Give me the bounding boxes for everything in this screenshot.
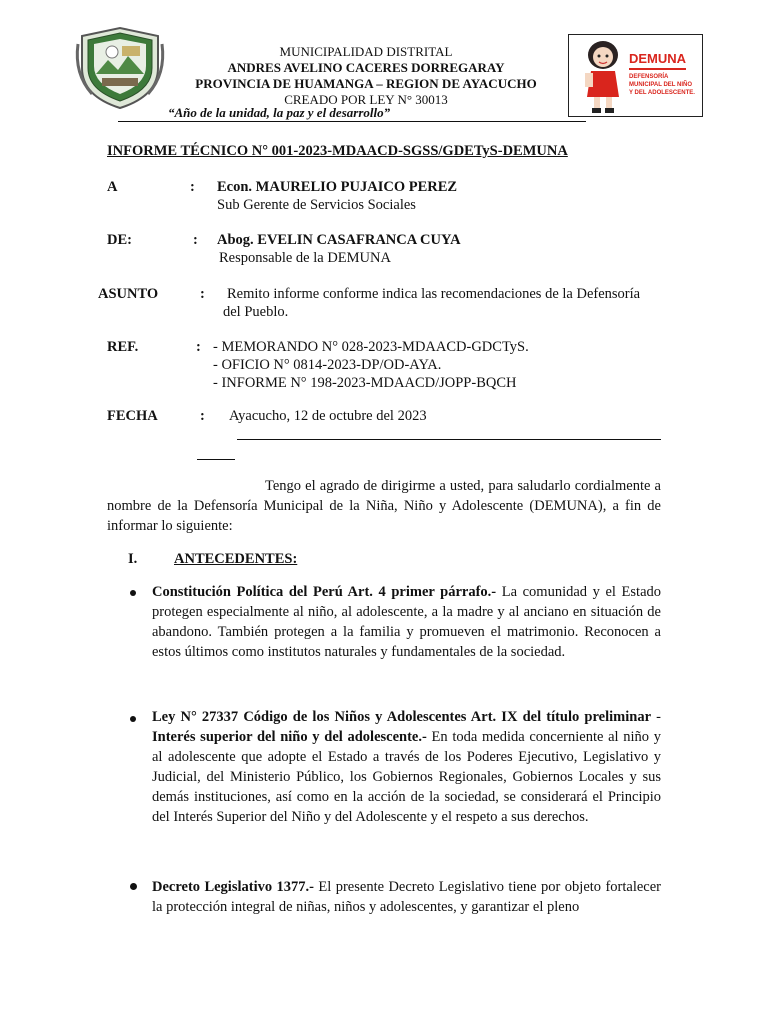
item2-dash: - [651, 709, 661, 725]
bullet-3 [130, 883, 137, 890]
item1-text: La comunidad y el Estado protegen especialmente al niño, al adolescente, a la madre y al anciano en situación de abandono. También protegen a la familia y promueven el matrimonio. Reconocen a estos últimos como institutos naturales y fundamentales de la sociedad. [152, 584, 662, 660]
from-colon: : [193, 232, 198, 248]
to-colon: : [190, 179, 195, 195]
antecedent-item-1 [152, 582, 661, 662]
municipality-name: MUNICIPALIDAD DISTRITAL [279, 44, 453, 59]
demuna-logo-subtext: DEFENSORÍA MUNICIPAL DEL NIÑO Y DEL ADOLESCENTE. [629, 74, 695, 96]
intro-text: Tengo el agrado de dirigirme a usted, para saludarlo cordialmente a nombre de la Defensoría Municipal de la Niña, Niño y Adolescente (DEMUNA), a fin de informar lo siguiente: [107, 478, 661, 534]
ref-label: REF. [107, 339, 139, 355]
bullet-1 [130, 590, 136, 596]
creation-law: CREADO POR LEY N° 30013 [284, 92, 448, 107]
bullet-2 [130, 716, 136, 722]
subject-line-1: Remito informe conforme indica las recomendaciones de la Defensoría [227, 286, 641, 302]
antecedent-item-2 [152, 707, 661, 827]
intro-paragraph [107, 476, 661, 536]
item2-subheading: Interés superior del niño y del adolescente.- [152, 729, 427, 745]
date-colon: : [200, 408, 205, 424]
ref-item-memorando: - MEMORANDO N° 028-2023-MDAACD-GDCTyS. [213, 339, 529, 355]
antecedent-item-3 [152, 877, 661, 917]
date-separator-line [237, 439, 661, 440]
item3-heading: Decreto Legislativo 1377.- [152, 879, 314, 895]
item2-text: En toda medida concerniente al niño y al adolescente que adopte el Estado a través de los Poderes Ejecutivo, Legislativo y Judicial, del Ministerio Público, los Gobiernos Regionales, Gobiernos Locales y sus demás instituciones, así como en la acción de la sociedad, se considerará el Principio del Interés Superior del Niño y del Adolescente y el respeto a sus derechos. [152, 729, 662, 825]
item3-text: El presente Decreto Legislativo tiene por objeto fortalecer la protección integral de niñas, niños y adolescentes, y garantizar el pleno [152, 879, 661, 915]
item2-heading: Ley N° 27337 Código de los Niños y Adolescentes Art. IX del título preliminar [152, 709, 652, 725]
municipal-seal-logo [72, 24, 168, 110]
from-label: DE: [107, 232, 132, 248]
to-label: A [107, 179, 118, 195]
child-figure-icon [577, 37, 631, 115]
item1-heading: Constitución Política del Perú Art. 4 primer párrafo.- [152, 584, 497, 600]
from-role: Responsable de la DEMUNA [219, 250, 391, 266]
ref-colon: : [196, 339, 201, 355]
municipality-full-name: ANDRES AVELINO CACERES DORREGARAY [227, 60, 505, 75]
subject-label: ASUNTO [98, 286, 159, 302]
ref-item-informe: - INFORME N° 198-2023-MDAACD/JOPP-BQCH [213, 375, 517, 391]
header-divider [118, 121, 586, 122]
section-title: ANTECEDENTES: [174, 551, 298, 567]
demuna-logo-box [568, 34, 703, 117]
date-label: FECHA [107, 408, 158, 424]
report-title: INFORME TÉCNICO N° 001-2023-MDAACD-SGSS/GDETyS-DEMUNA [107, 143, 568, 159]
subject-colon: : [200, 286, 205, 302]
to-name: Econ. MAURELIO PUJAICO PEREZ [217, 179, 458, 195]
year-motto: “Año de la unidad, la paz y el desarrollo” [168, 105, 391, 120]
date-separator-line-tail [197, 459, 235, 460]
to-role: Sub Gerente de Servicios Sociales [217, 197, 416, 213]
subject-line-2: del Pueblo. [223, 304, 289, 320]
demuna-logo-text: DEMUNA [629, 51, 686, 70]
section-number: I. [128, 551, 138, 567]
ref-item-oficio: - OFICIO N° 0814-2023-DP/OD-AYA. [213, 357, 442, 373]
province-region: PROVINCIA DE HUAMANGA – REGION DE AYACUCHO [195, 76, 537, 91]
from-name: Abog. EVELIN CASAFRANCA CUYA [217, 232, 461, 248]
date-value: Ayacucho, 12 de octubre del 2023 [229, 408, 427, 424]
